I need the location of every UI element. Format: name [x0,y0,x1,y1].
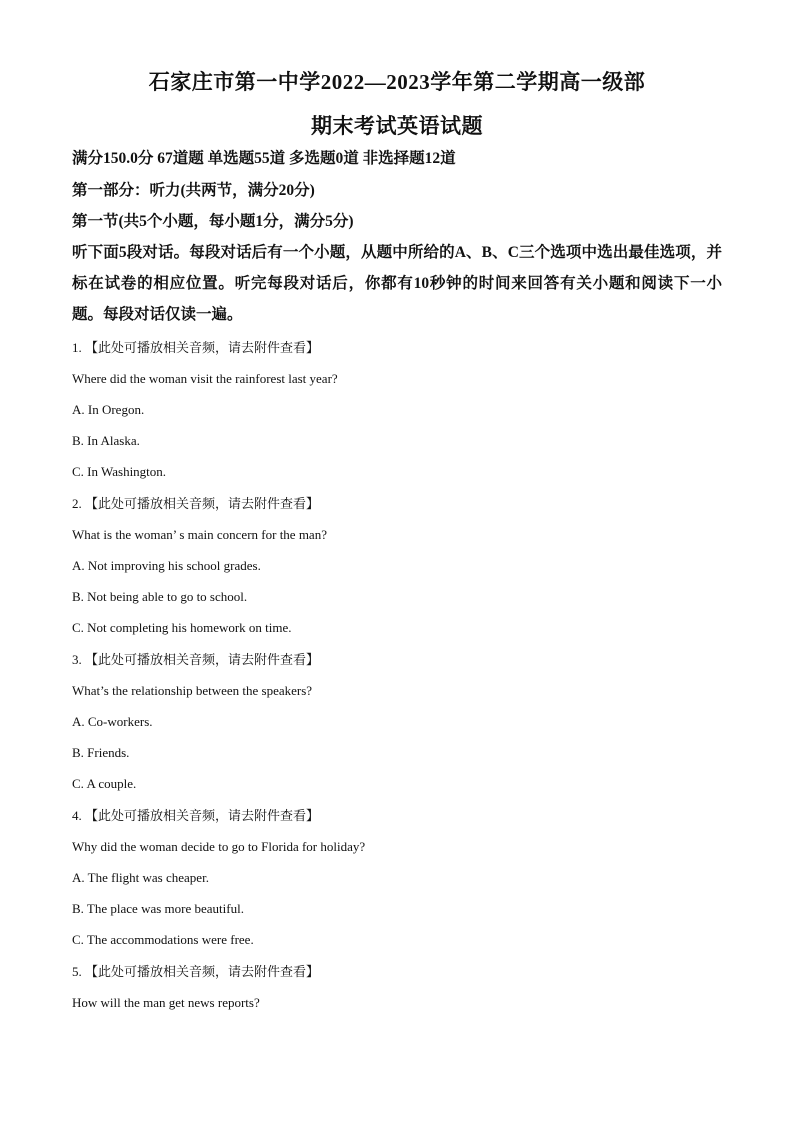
q4-option-a[interactable]: A. The flight was cheaper. [72,870,209,885]
section1-title: 第一节(共5个小题，每小题1分，满分5分) [72,213,354,230]
q1-option-a[interactable]: A. In Oregon. [72,402,145,417]
q3-stem: What’s the relationship between the speakers? [72,683,313,698]
q1-option-c[interactable]: C. In Washington. [72,464,167,479]
q1-label[interactable]: 1. 【此处可播放相关音频，请去附件查看】 [72,340,320,355]
q5-label[interactable]: 5. 【此处可播放相关音频，请去附件查看】 [72,964,320,979]
instructions: 听下面5段对话。每段对话后有一个小题，从题中所给的A、B、C三个选项中选出最佳选项，并标在试卷的相应位置。听完每段对话后，你都有10秒钟的时间来回答有关小题和阅读下一小题。每段对话仅读一遍。 [72,244,722,323]
q3-option-a[interactable]: A. Co-workers. [72,714,153,729]
q3-option-b[interactable]: B. Friends. [72,745,130,760]
exam-summary: 满分150.0分 67道题 单选题55道 多选题0道 非选择题12道 [72,150,456,167]
q2-option-a[interactable]: A. Not improving his school grades. [72,558,261,573]
q1-stem: Where did the woman visit the rainforest last year? [72,371,338,386]
page-title: 石家庄市第一中学2022—2023学年第二学期高一级部 [148,70,646,94]
q4-option-c[interactable]: C. The accommodations were free. [72,932,254,947]
q4-stem: Why did the woman decide to go to Florida for holiday? [72,839,366,854]
q2-stem: What is the woman’ s main concern for the man? [72,527,327,542]
q3-label[interactable]: 3. 【此处可播放相关音频，请去附件查看】 [72,652,320,667]
page-subtitle: 期末考试英语试题 [311,114,483,138]
q4-label[interactable]: 4. 【此处可播放相关音频，请去附件查看】 [72,808,320,823]
q2-option-b[interactable]: B. Not being able to go to school. [72,589,248,604]
part1-title: 第一部分：听力(共两节，满分20分) [72,182,315,199]
q3-option-c[interactable]: C. A couple. [72,776,137,791]
q1-option-b[interactable]: B. In Alaska. [72,433,140,448]
q4-option-b[interactable]: B. The place was more beautiful. [72,901,244,916]
q2-option-c[interactable]: C. Not completing his homework on time. [72,620,292,635]
q5-stem: How will the man get news reports? [72,995,260,1010]
q2-label[interactable]: 2. 【此处可播放相关音频，请去附件查看】 [72,496,320,511]
